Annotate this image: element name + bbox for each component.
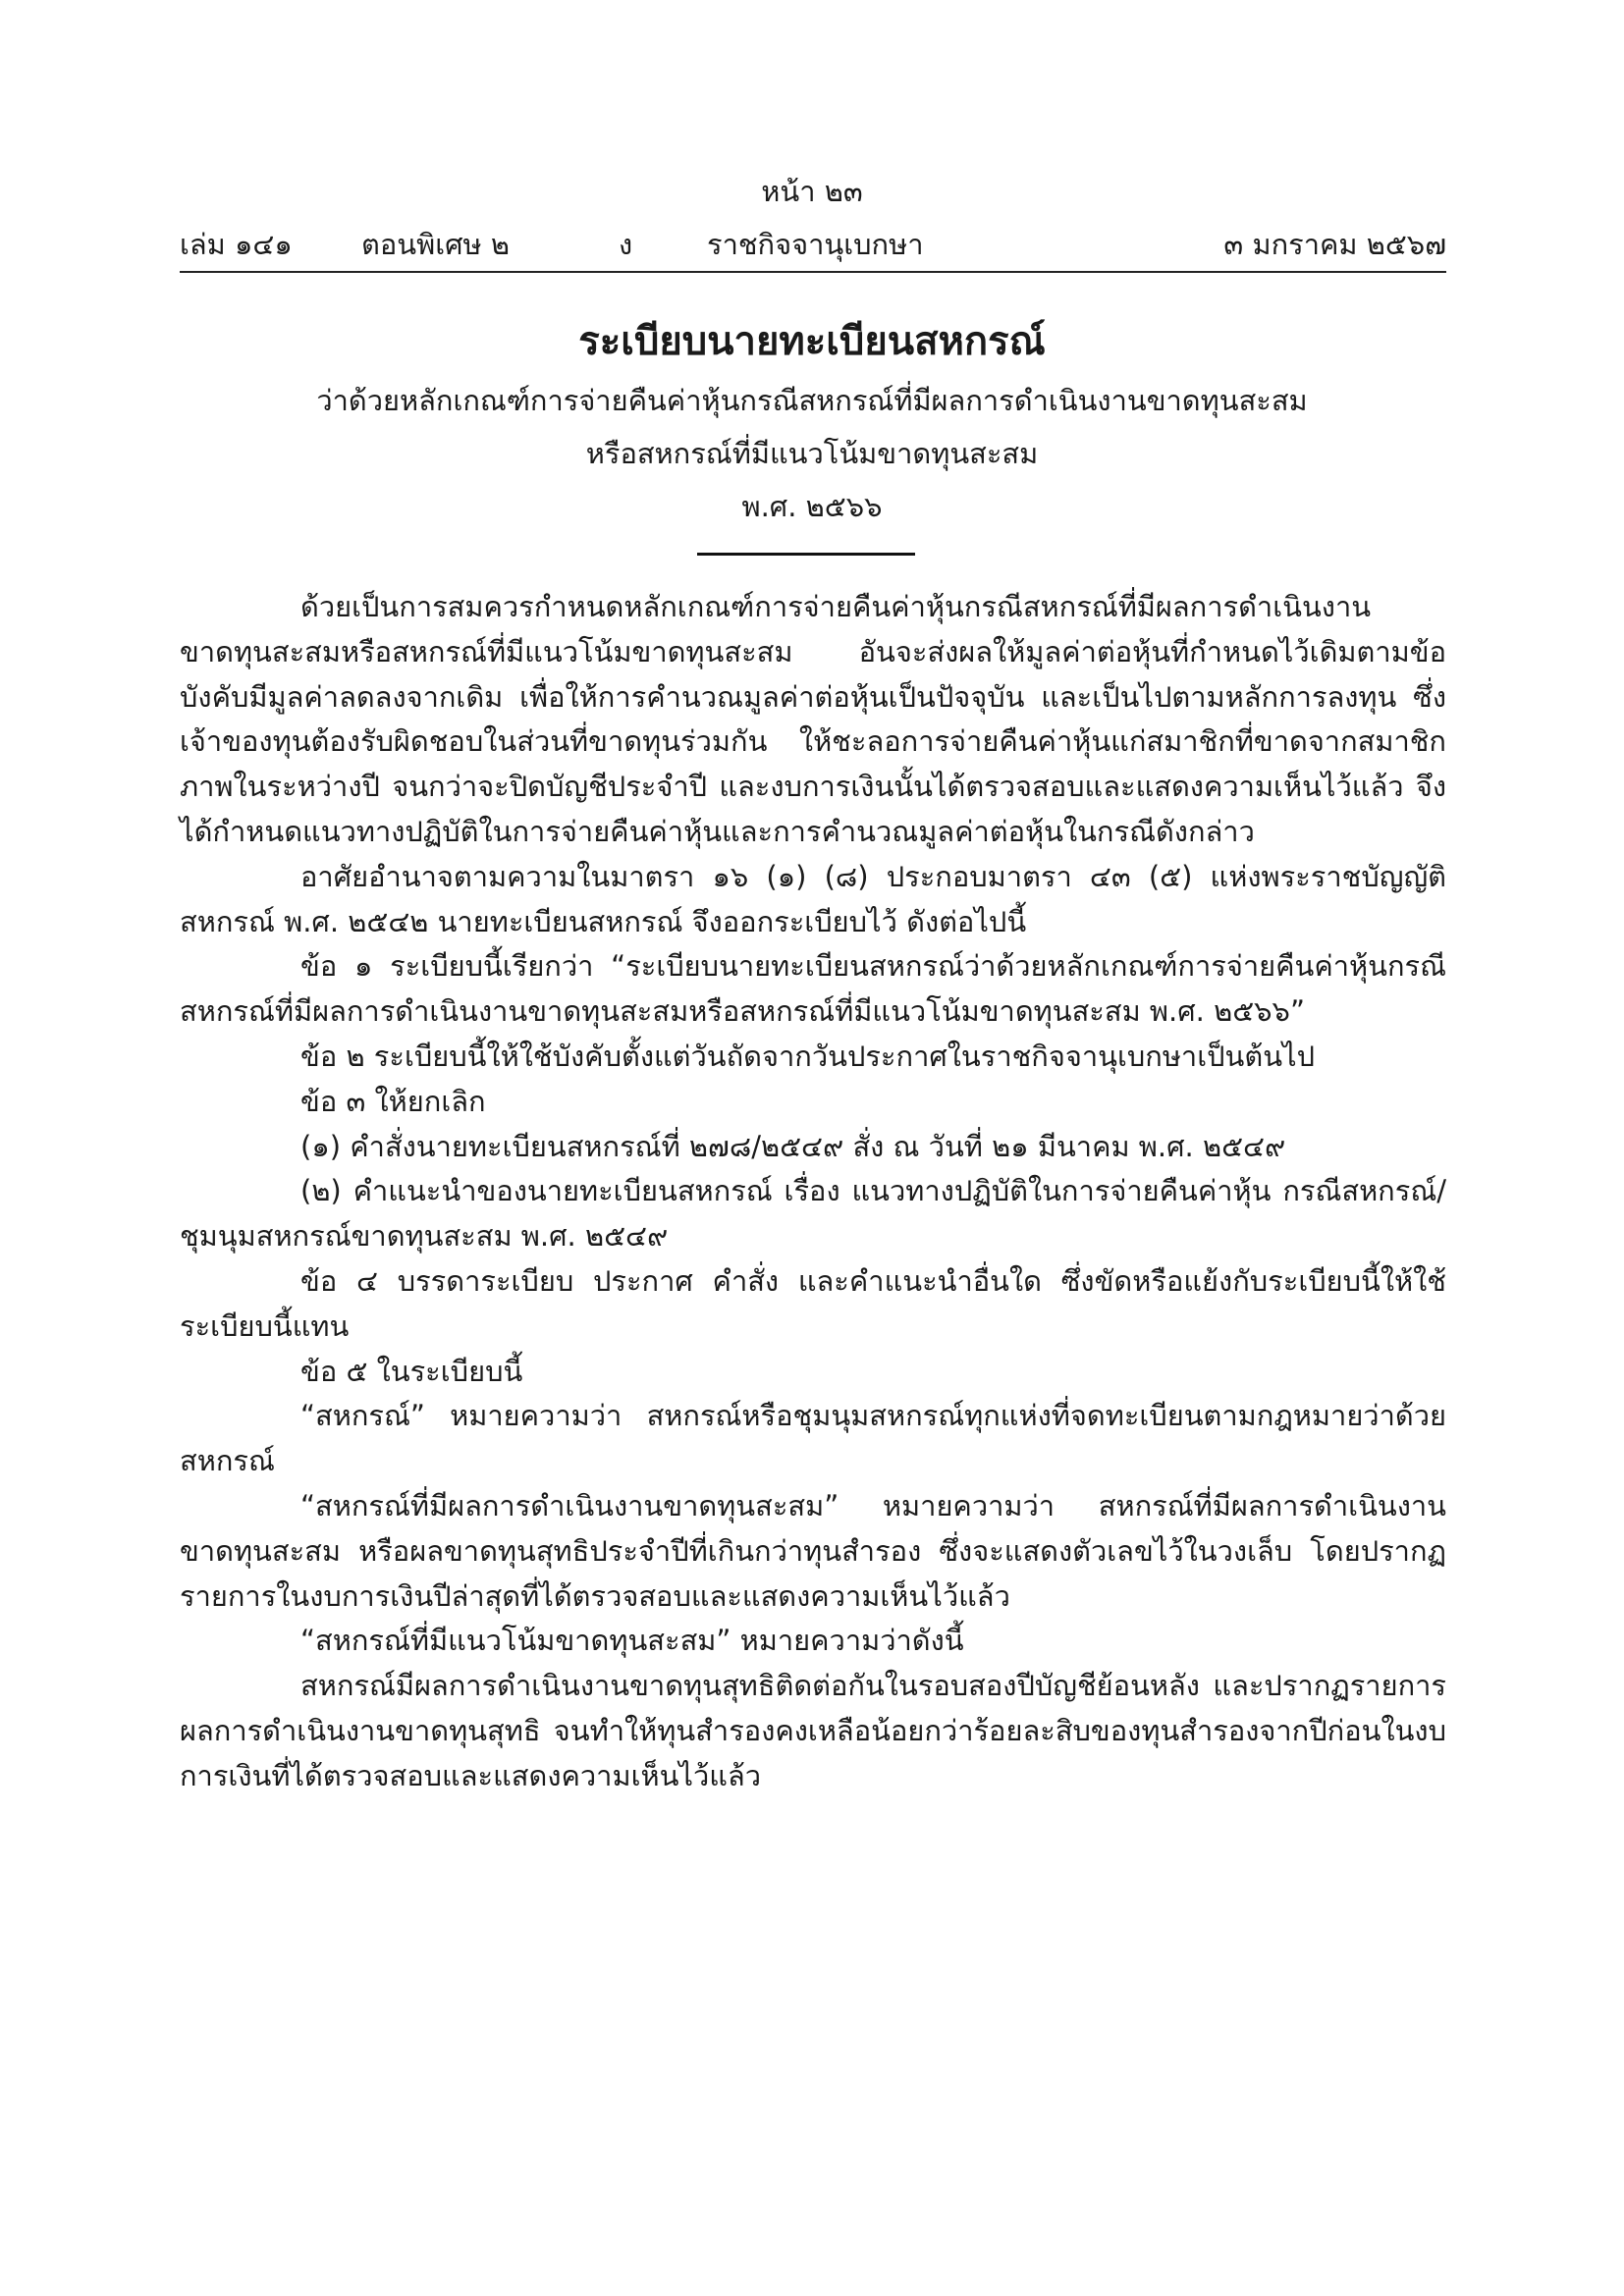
document-title: ระเบียบนายทะเบียนสหกรณ์ — [578, 319, 1046, 364]
gazette-header — [180, 222, 1446, 261]
header-divider — [180, 271, 1446, 273]
definition-cooperative: “สหกรณ์” หมายความว่า สหกรณ์หรือชุมนุมสหกรณ์ทุกแห่งที่จดทะเบียนตามกฎหมายว่าด้วยสหกรณ์ — [180, 1399, 1446, 1478]
clause-5: ข้อ ๕ ในระเบียบนี้ — [300, 1354, 523, 1388]
volume-number: เล่ม ๑๔๑ — [180, 228, 293, 261]
document-year: พ.ศ. ๒๕๖๖ — [741, 490, 883, 523]
title-block — [0, 309, 1624, 533]
document-subtitle-line-2: หรือสหกรณ์ที่มีแนวโน้มขาดทุนสะสม — [585, 437, 1039, 470]
clause-4: ข้อ ๔ บรรดาระเบียบ ประกาศ คำสั่ง และคำแนะนำอื่นใด ซึ่งขัดหรือแย้งกับระเบียบนี้ให้ใช้ระเบียบนี้แทน — [180, 1263, 1446, 1343]
clause-1: ข้อ ๑ ระเบียบนี้เรียกว่า “ระเบียบนายทะเบียนสหกรณ์ว่าด้วยหลักเกณฑ์การจ่ายคืนค่าหุ้นกรณีสหกรณ์ที่มีผลการดำเนินงานขาดทุนสะสมหรือสหกรณ์ที่มีแนวโน้มขาดทุนสะสม พ.ศ. ๒๕๖๖” — [180, 949, 1446, 1029]
clause-3: ข้อ ๓ ให้ยกเลิก — [300, 1084, 486, 1118]
clause-2: ข้อ ๒ ระเบียบนี้ให้ใช้บังคับตั้งแต่วันถัดจากวันประกาศในราชกิจจานุเบกษาเป็นต้นไป — [300, 1039, 1316, 1073]
definition-accumulated-loss: “สหกรณ์ที่มีผลการดำเนินงานขาดทุนสะสม” หมายความว่า สหกรณ์ที่มีผลการดำเนินงานขาดทุนสะสม หรือผลขาดทุนสุทธิประจำปีที่เกินกว่าทุนสำรอง ซึ่งจะแสดงตัวเลขไว้ในวงเล็บ โดยปรากฏรายการในงบการเงินปีล่าสุดที่ได้ตรวจสอบและแสดงความเห็นไว้แล้ว — [180, 1488, 1446, 1613]
definition-loss-tendency-detail: สหกรณ์มีผลการดำเนินงานขาดทุนสุทธิติดต่อกันในรอบสองปีบัญชีย้อนหลัง และปรากฏรายการผลการดำเนินงานขาดทุนสุทธิ จนทำให้ทุนสำรองคงเหลือน้อยกว่าร้อยละสิบของทุนสำรองจากปีก่อนในงบการเงินที่ได้ตรวจสอบและแสดงความเห็นไว้แล้ว — [180, 1669, 1446, 1792]
page-number: หน้า ๒๓ — [761, 175, 863, 208]
publication-date: ๓ มกราคม ๒๕๖๗ — [1223, 228, 1446, 261]
section-letter: ง — [619, 228, 633, 261]
gazette-name: ราชกิจจานุเบกษา — [707, 228, 924, 261]
clause-3-item-1: (๑) คำสั่งนายทะเบียนสหกรณ์ที่ ๒๗๘/๒๕๔๙ สั่ง ณ วันที่ ๒๑ มีนาคม พ.ศ. ๒๕๔๙ — [300, 1129, 1286, 1163]
paragraph-authority: อาศัยอำนาจตามความในมาตรา ๑๖ (๑) (๘) ประกอบมาตรา ๔๓ (๕) แห่งพระราชบัญญัติสหกรณ์ พ.ศ. ๒๕๔๒ นายทะเบียนสหกรณ์ จึงออกระเบียบไว้ ดังต่อไปนี้ — [180, 859, 1446, 938]
issue-number: ตอนพิเศษ ๒ — [361, 228, 510, 261]
definition-loss-tendency: “สหกรณ์ที่มีแนวโน้มขาดทุนสะสม” หมายความว่าดังนี้ — [300, 1624, 964, 1658]
document-subtitle-line-1: ว่าด้วยหลักเกณฑ์การจ่ายคืนค่าหุ้นกรณีสหกรณ์ที่มีผลการดำเนินงานขาดทุนสะสม — [316, 384, 1308, 417]
document-body — [180, 585, 1446, 1799]
paragraph-preamble: ด้วยเป็นการสมควรกำหนดหลักเกณฑ์การจ่ายคืนค่าหุ้นกรณีสหกรณ์ที่มีผลการดำเนินงานขาดทุนสะสมหรือสหกรณ์ที่มีแนวโน้มขาดทุนสะสม อันจะส่งผลให้มูลค่าต่อหุ้นที่กำหนดไว้เดิมตามข้อบังคับมีมูลค่าลดลงจากเดิม เพื่อให้การคำนวณมูลค่าต่อหุ้นเป็นปัจจุบัน และเป็นไปตามหลักการลงทุน ซึ่งเจ้าของทุนต้องรับผิดชอบในส่วนที่ขาดทุนร่วมกัน ให้ชะลอการจ่ายคืนค่าหุ้นแก่สมาชิกที่ขาดจากสมาชิกภาพในระหว่างปี จนกว่าจะปิดบัญชีประจำปี และงบการเงินนั้นได้ตรวจสอบและแสดงความเห็นไว้แล้ว จึงได้กำหนดแนวทางปฏิบัติในการจ่ายคืนค่าหุ้นและการคำนวณมูลค่าต่อหุ้นในกรณีดังกล่าว — [180, 590, 1446, 848]
title-divider — [697, 553, 915, 556]
clause-3-item-2: (๒) คำแนะนำของนายทะเบียนสหกรณ์ เรื่อง แนวทางปฏิบัติในการจ่ายคืนค่าหุ้น กรณีสหกรณ์/ชุมนุมสหกรณ์ขาดทุนสะสม พ.ศ. ๒๕๔๙ — [180, 1174, 1446, 1254]
